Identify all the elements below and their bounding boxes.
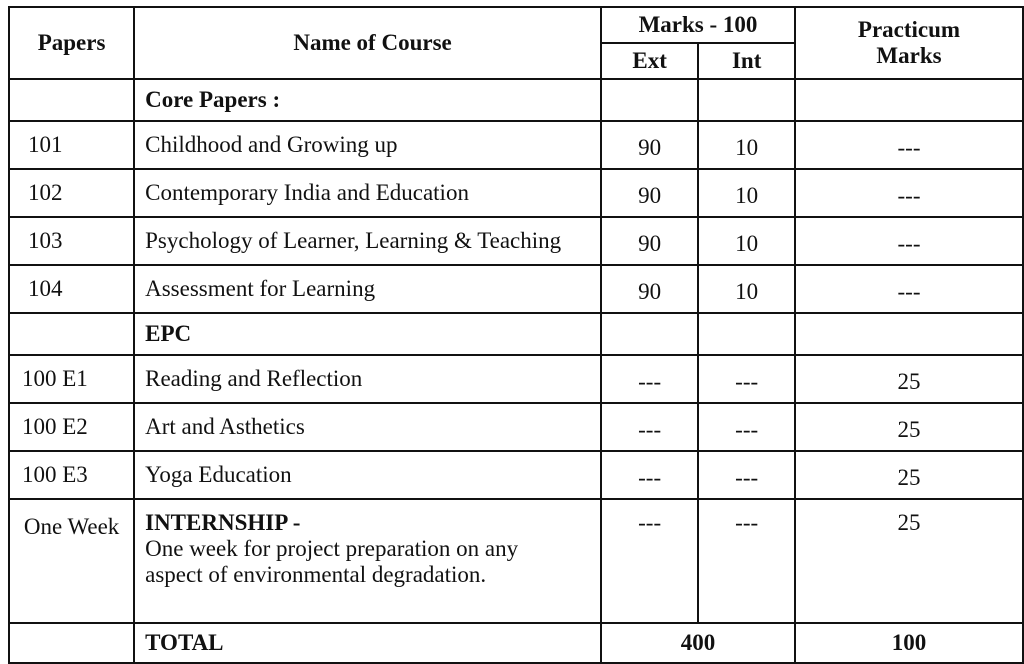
ext-marks: 90 [601, 121, 698, 169]
paper-code: 100 E1 [9, 355, 134, 403]
total-label: TOTAL [134, 623, 601, 663]
header-ext: Ext [601, 43, 698, 79]
ext-marks: 90 [601, 169, 698, 217]
empty-cell [698, 313, 795, 355]
course-table-container [8, 6, 1024, 664]
paper-code: 102 [9, 169, 134, 217]
internship-title: INTERNSHIP - [145, 510, 301, 535]
ext-marks: --- [601, 499, 698, 623]
practicum-marks: 25 [795, 451, 1023, 499]
ext-marks: 90 [601, 265, 698, 313]
paper-code: 101 [9, 121, 134, 169]
total-row [9, 623, 1023, 663]
empty-cell [601, 313, 698, 355]
ext-marks: --- [601, 403, 698, 451]
section-row-core [9, 79, 1023, 121]
int-marks: --- [698, 403, 795, 451]
practicum-marks: 25 [795, 499, 1023, 623]
ext-marks: --- [601, 355, 698, 403]
practicum-marks: 25 [795, 403, 1023, 451]
ext-marks: 90 [601, 217, 698, 265]
empty-cell [9, 79, 134, 121]
course-name: Reading and Reflection [134, 355, 601, 403]
int-marks: 10 [698, 217, 795, 265]
table-row [9, 217, 1023, 265]
paper-code: 104 [9, 265, 134, 313]
int-marks: 10 [698, 169, 795, 217]
internship-row [9, 499, 1023, 623]
section-epc-label: EPC [134, 313, 601, 355]
section-row-epc [9, 313, 1023, 355]
total-marks: 400 [601, 623, 795, 663]
table-row [9, 355, 1023, 403]
internship-description: One week for project preparation on any aspect of environmental degradation. [145, 536, 519, 587]
course-marks-table [8, 6, 1024, 664]
table-row [9, 121, 1023, 169]
internship-duration: One Week [9, 499, 134, 623]
paper-code: 100 E3 [9, 451, 134, 499]
int-marks: --- [698, 451, 795, 499]
header-papers: Papers [9, 7, 134, 79]
table-row [9, 403, 1023, 451]
empty-cell [795, 313, 1023, 355]
empty-cell [9, 623, 134, 663]
practicum-marks: --- [795, 121, 1023, 169]
header-name-of-course: Name of Course [134, 7, 601, 79]
int-marks: --- [698, 499, 795, 623]
header-int: Int [698, 43, 795, 79]
empty-cell [795, 79, 1023, 121]
empty-cell [9, 313, 134, 355]
ext-marks: --- [601, 451, 698, 499]
paper-code: 100 E2 [9, 403, 134, 451]
section-core-label: Core Papers : [134, 79, 601, 121]
internship-cell [134, 499, 601, 623]
course-name: Contemporary India and Education [134, 169, 601, 217]
table-row [9, 451, 1023, 499]
paper-code: 103 [9, 217, 134, 265]
header-practicum: Practicum Marks [795, 7, 1023, 79]
practicum-marks: --- [795, 217, 1023, 265]
int-marks: 10 [698, 265, 795, 313]
header-marks: Marks - 100 [601, 7, 795, 43]
course-name: Assessment for Learning [134, 265, 601, 313]
practicum-marks: --- [795, 169, 1023, 217]
practicum-marks: --- [795, 265, 1023, 313]
int-marks: --- [698, 355, 795, 403]
course-name: Yoga Education [134, 451, 601, 499]
course-name: Art and Asthetics [134, 403, 601, 451]
table-row [9, 265, 1023, 313]
total-practicum: 100 [795, 623, 1023, 663]
course-name: Psychology of Learner, Learning & Teaching [134, 217, 601, 265]
header-row-1 [9, 7, 1023, 43]
practicum-marks: 25 [795, 355, 1023, 403]
table-row [9, 169, 1023, 217]
course-name: Childhood and Growing up [134, 121, 601, 169]
empty-cell [601, 79, 698, 121]
int-marks: 10 [698, 121, 795, 169]
empty-cell [698, 79, 795, 121]
